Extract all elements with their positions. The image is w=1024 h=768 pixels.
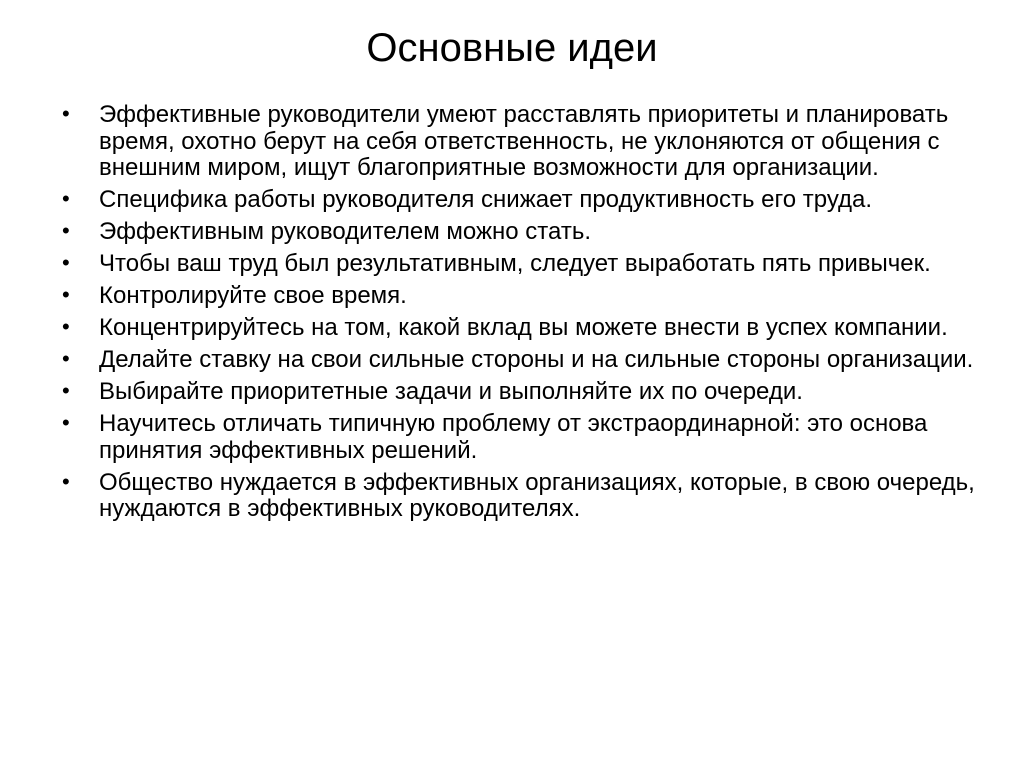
bullet-dot-icon: • [62, 346, 70, 371]
bullet-dot-icon: • [62, 101, 70, 126]
bullet-item [56, 315, 976, 342]
bullet-item [56, 251, 976, 278]
bullet-dot-icon: • [62, 378, 70, 403]
bullet-text: Общество нуждается в эффективных организациях, которые, в свою очередь, нуждаются в эффективных руководителях. [99, 468, 975, 522]
bullet-dot-icon: • [62, 282, 70, 307]
bullet-item [56, 411, 976, 464]
bullet-item [56, 187, 976, 214]
bullet-dot-icon: • [62, 468, 70, 494]
bullet-text: Концентрируйтесь на том, какой вклад вы можете внести в успех компании. [99, 314, 948, 341]
bullet-item [56, 102, 976, 182]
bullet-text: Делайте ставку на свои сильные стороны и на сильные стороны организации. [99, 346, 974, 373]
bullet-list [56, 102, 976, 528]
bullet-text: Контролируйте свое время. [99, 282, 407, 309]
bullet-text: Выбирайте приоритетные задачи и выполняйте их по очереди. [99, 378, 803, 405]
bullet-item [56, 283, 976, 310]
bullet-item [56, 379, 976, 406]
bullet-item [56, 347, 976, 374]
bullet-item [56, 219, 976, 246]
bullet-item [56, 470, 976, 523]
bullet-dot-icon: • [62, 250, 70, 275]
bullet-dot-icon: • [62, 218, 70, 243]
bullet-dot-icon: • [62, 314, 70, 339]
bullet-text: Научитесь отличать типичную проблему от экстраординарной: это основа принятия эффективных решений. [99, 410, 928, 464]
bullet-text: Специфика работы руководителя снижает продуктивность его труда. [99, 186, 873, 213]
bullet-dot-icon: • [62, 186, 70, 211]
bullet-text: Чтобы ваш труд был результативным, следует выработать пять привычек. [99, 250, 931, 277]
bullet-dot-icon: • [62, 410, 70, 435]
bullet-text: Эффективным руководителем можно стать. [99, 218, 591, 245]
bullet-text: Эффективные руководители умеют расставлять приоритеты и планировать время, охотно берут на себя ответственность, не уклоняются от общения с внешним миром, ищут благоприятные возможности для организации. [99, 101, 949, 181]
slide-title: Основные идеи [366, 26, 658, 70]
